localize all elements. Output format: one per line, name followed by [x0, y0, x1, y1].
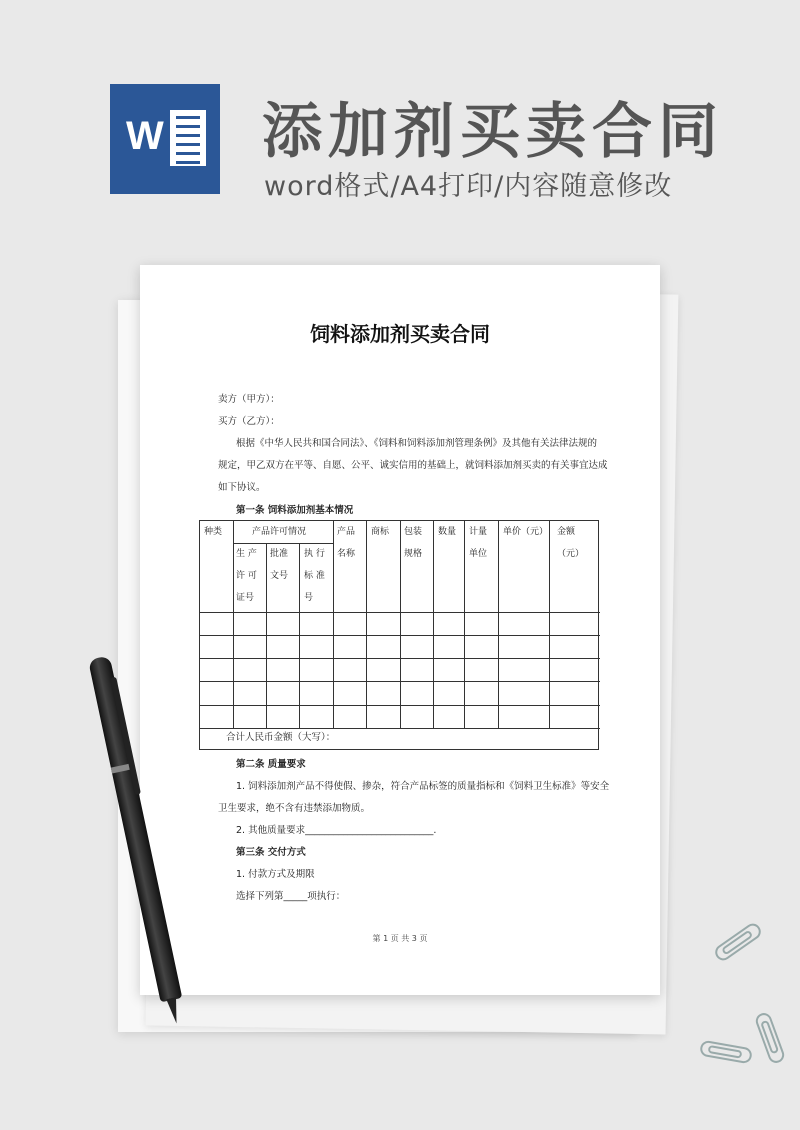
paperclip-icon [712, 921, 764, 964]
th-type: 种类 [204, 527, 223, 537]
th-license-1: 生 产 [236, 549, 257, 559]
th-unit-2: 单位 [469, 549, 488, 559]
buyer-line: 买方（乙方）： [218, 416, 280, 427]
contract-page [140, 265, 660, 995]
th-standard-1: 执 行 [304, 549, 325, 559]
th-price: 单价（元） [503, 527, 549, 537]
th-unit-1: 计量 [469, 527, 488, 537]
th-license-3: 证号 [236, 593, 255, 603]
article-3-heading: 第三条 交付方式 [236, 847, 306, 858]
th-name-1: 产品 [337, 527, 356, 537]
th-approval-2: 文号 [270, 571, 289, 581]
seller-line: 卖方（甲方）： [218, 394, 280, 405]
preamble-line-2: 规定，甲乙双方在平等、自愿、公平、诚实信用的基础上，就饲料添加剂买卖的有关事宜达成 [218, 460, 608, 471]
banner-subtitle: word格式/A4打印/内容随意修改 [264, 171, 673, 202]
th-permit: 产品许可情况 [252, 527, 307, 537]
delivery-line-1: 1. 付款方式及期限 [236, 869, 315, 880]
article-2-heading: 第二条 质量要求 [236, 759, 306, 770]
document-title: 饲料添加剂买卖合同 [310, 322, 490, 346]
th-package-1: 包装 [404, 527, 423, 537]
paperclip-icon [699, 1040, 753, 1065]
th-package-2: 规格 [404, 549, 423, 559]
th-approval-1: 批准 [270, 549, 289, 559]
th-amount-2: （元） [557, 549, 585, 559]
delivery-line-2: 选择下列第_____项执行： [236, 891, 346, 902]
quality-line-3: 2. 其他质量要求___________________________. [236, 825, 437, 836]
banner-title: 添加剂买卖合同 [262, 97, 724, 167]
page-footer: 第 1 页 共 3 页 [372, 934, 428, 943]
preamble-line-3: 如下协议。 [218, 482, 266, 493]
word-logo-icon [110, 84, 220, 194]
th-brand: 商标 [371, 527, 390, 537]
preamble-line-1: 根据《中华人民共和国合同法》、《饲料和饲料添加剂管理条例》及其他有关法律法规的 [236, 438, 598, 449]
article-1-heading: 第一条 饲料添加剂基本情况 [236, 505, 354, 516]
word-logo-letter: W [126, 114, 164, 158]
th-license-2: 许 可 [236, 571, 257, 581]
th-qty: 数量 [438, 527, 457, 537]
th-amount-1: 金额 [557, 527, 576, 537]
quality-line-1: 1. 饲料添加剂产品不得使假、掺杂，符合产品标签的质量指标和《饲料卫生标准》等安全 [236, 781, 610, 792]
th-name-2: 名称 [337, 549, 356, 559]
document-lines-icon [170, 110, 206, 166]
table-total-label: 合计人民币金额（大写）： [226, 732, 336, 743]
th-standard-2: 标 准 [304, 571, 325, 581]
th-standard-3: 号 [304, 593, 314, 603]
quality-line-2: 卫生要求，绝不含有违禁添加物质。 [218, 803, 371, 814]
goods-table [199, 520, 599, 750]
paperclip-icon [754, 1011, 787, 1065]
